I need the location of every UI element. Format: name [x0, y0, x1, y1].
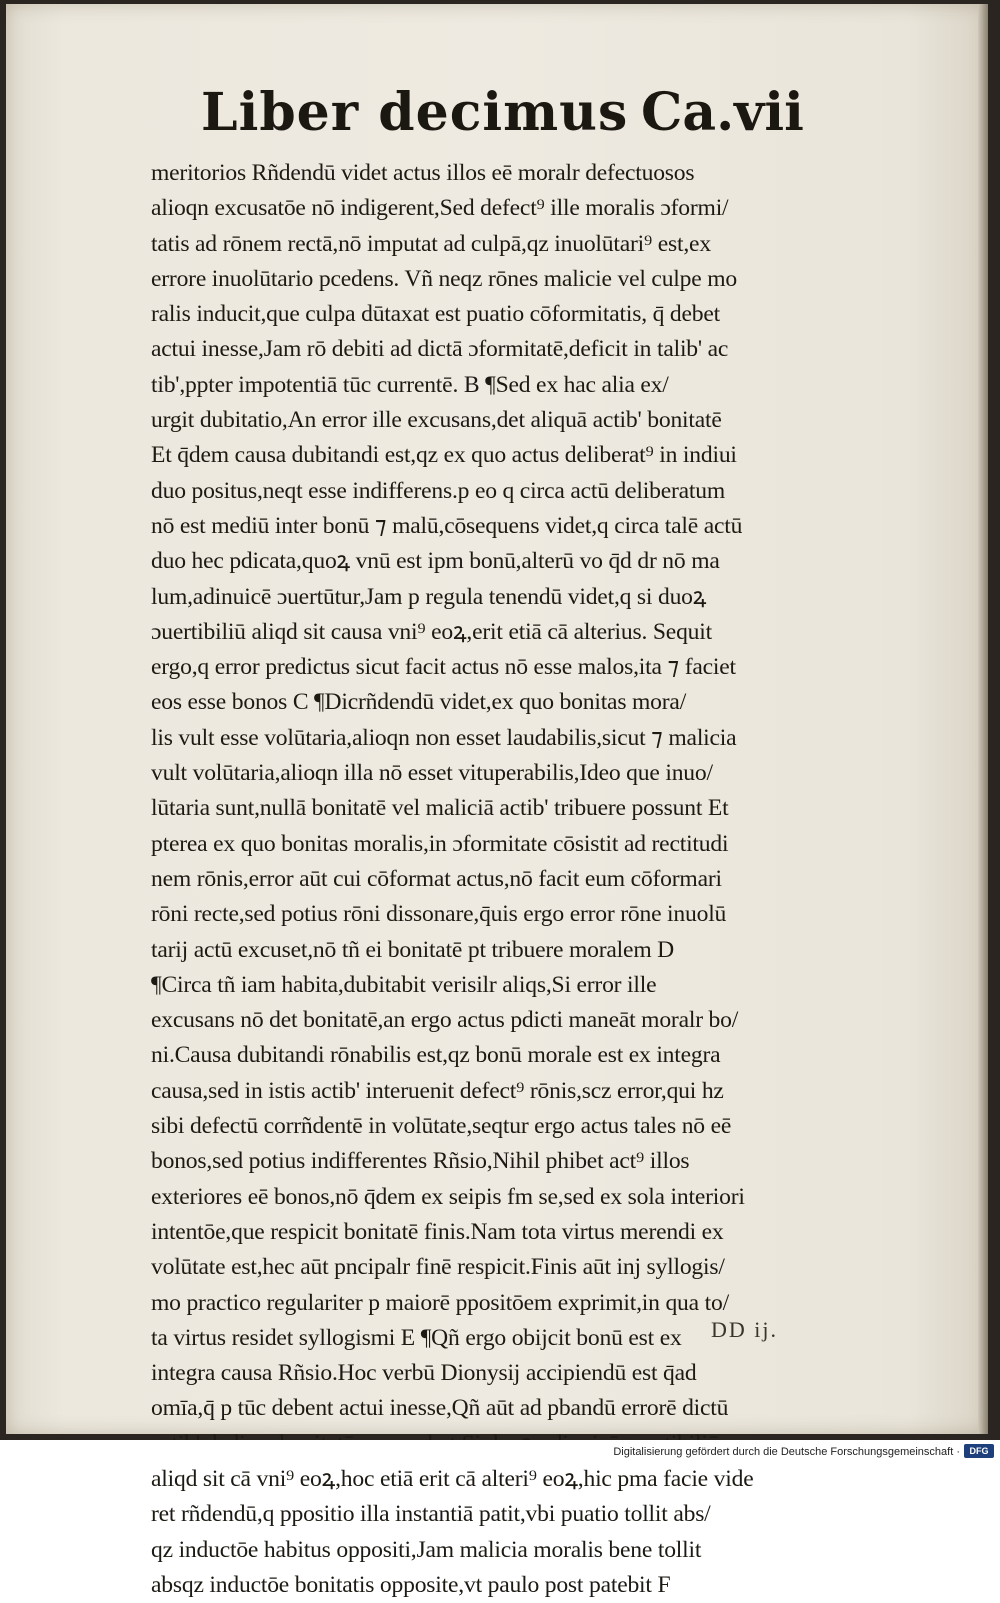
- text-line: causa,sed in istis actib' interuenit defect⁹ rōnis,scz error,qui hz: [151, 1077, 724, 1104]
- text-line: meritorios Rñdendū videt actus illos eē moralr defectuosos: [151, 160, 695, 186]
- text-line: bonos,sed potius indifferentes Rñsio,Nihil phibet act⁹ illos: [151, 1148, 690, 1175]
- text-line: qz inductōe habitus oppositi,Jam malicia moralis bene tollit: [151, 1536, 702, 1563]
- text-line: nem rōnis,error aūt cui cōformat actus,nō facit eum cōformari: [151, 865, 722, 892]
- text-line: mo practico regulariter p maiorē ppositōem exprimit,in qua to/: [151, 1289, 729, 1316]
- page-edge: [978, 4, 988, 1434]
- text-line: vult volūtaria,alioqn illa nō esset vituperabilis,Ideo que inuo/: [151, 760, 713, 787]
- text-line: intentōe,que respicit bonitatē finis.Nam tota virtus merendi ex: [151, 1218, 724, 1245]
- text-line: rōni recte,sed potius rōni dissonare,q̄uis ergo error rōne inuolū: [151, 901, 727, 928]
- text-line: aliqd sit cā vni⁹ eoꝝ,hoc etiā erit cā alteri⁹ eoꝝ,hic pma facie vide: [151, 1465, 754, 1492]
- running-head-chapter: Ca.vii: [641, 82, 804, 143]
- text-line: tib',ppter impotentiā tūc currentē. B ¶Sed ex hac alia ex/: [151, 371, 669, 398]
- funding-credit: Digitalisierung gefördert durch die Deutsche Forschungsgemeinschaft ·: [613, 1446, 960, 1458]
- text-line: tarij actū excuset,nō tñ ei bonitatē pt tribuere moralem D: [151, 936, 675, 963]
- text-line: eos esse bonos C ¶Dicrñdendū videt,ex quo bonitas mora/: [151, 689, 687, 716]
- footer: [0, 1440, 1000, 1463]
- text-line: urgit dubitatio,An error ille excusans,det aliquā actib' bonitatē: [151, 407, 722, 434]
- text-line: alioqn excusatōe nō indigerent,Sed defect⁹ ille moralis ɔformi/: [151, 195, 729, 222]
- text-line: integra causa Rñsio.Hoc verbū Dionysij accipiendū est q̄ad: [151, 1360, 697, 1387]
- text-line: ralis inducit,que culpa dūtaxat est puatio cōformitatis, q̄ debet: [151, 301, 721, 328]
- text-line: omīa,q̄ p tūc debent actui inesse,Qñ aūt ad pbandū errorē dictū: [151, 1395, 729, 1422]
- text-line: lis vult esse volūtaria,alioqn non esset laudabilis,sicut ⁊ malicia: [151, 724, 737, 751]
- text-line: ta virtus residet syllogismi E ¶Qñ ergo obijcit bonū est ex: [151, 1324, 682, 1351]
- text-line: duo positus,neqt esse indifferens.p eo q circa actū deliberatum: [151, 477, 726, 504]
- text-line: absqz inductōe bonitatis opposite,vt paulo post patebit F: [151, 1571, 671, 1598]
- text-line: errore inuolūtario pcedens. Vñ neqz rōnes malicie vel culpe mo: [151, 265, 737, 292]
- text-line: ɔuertibiliū aliqd sit causa vni⁹ eoꝝ,erit etiā cā alterius. Sequit: [151, 618, 712, 645]
- running-head: [201, 82, 821, 152]
- text-line: ¶Circa tñ iam habita,dubitabit verisilr aliqs,Si error ille: [151, 971, 657, 998]
- text-line: lūtaria sunt,nullā bonitatē vel maliciā actib' tribuere possunt Et: [151, 795, 729, 822]
- body-text: [151, 156, 851, 1603]
- text-line: actui inesse,Jam rō debiti ad dictā ɔformitatē,deficit in talib' ac: [151, 336, 729, 363]
- text-line: excusans nō det bonitatē,an ergo actus pdicti maneāt moralr bo/: [151, 1007, 739, 1034]
- running-head-book: Liber decimus: [201, 82, 629, 143]
- dfg-logo: DFG: [964, 1444, 994, 1458]
- text-line: ret rñdendū,q ppositio illa instantiā patit,vbi puatio tollit abs/: [151, 1501, 711, 1528]
- text-line: sibi defectū corrñdentē in volūtate,seqtur ergo actus tales nō eē: [151, 1113, 732, 1140]
- text-line: ni.Causa dubitandi rōnabilis est,qz bonū morale est ex integra: [151, 1042, 721, 1069]
- text-line: ergo,q error predictus sicut facit actus nō esse malos,ita ⁊ faciet: [151, 654, 736, 681]
- text-line: nō est mediū inter bonū ⁊ malū,cōsequens videt,q circa talē actū: [151, 512, 743, 539]
- text-line: volūtate est,hec aūt pncipalr finē respicit.Finis aūt inj syllogis/: [151, 1254, 725, 1281]
- text-line: duo hec pdicata,quoꝝ vnū est ipm bonū,alterū vo q̄d dr nō ma: [151, 548, 720, 575]
- signature-mark: DD ij.: [711, 1317, 778, 1342]
- text-line: pterea ex quo bonitas moralis,in ɔformitate cōsistit ad rectitudi: [151, 830, 729, 857]
- text-line: Et q̄dem causa dubitandi est,qz ex quo actus deliberat⁹ in indiui: [151, 442, 737, 469]
- text-line: lum,adinuicē ɔuertūtur,Jam p regula tenendū videt,q si duoꝝ: [151, 583, 707, 610]
- text-line: tatis ad rōnem rectā,nō imputat ad culpā,qz inuolūtari⁹ est,ex: [151, 230, 711, 257]
- text-line: exteriores eē bonos,nō q̄dem ex seipis fm se,sed ex sola interiori: [151, 1183, 745, 1210]
